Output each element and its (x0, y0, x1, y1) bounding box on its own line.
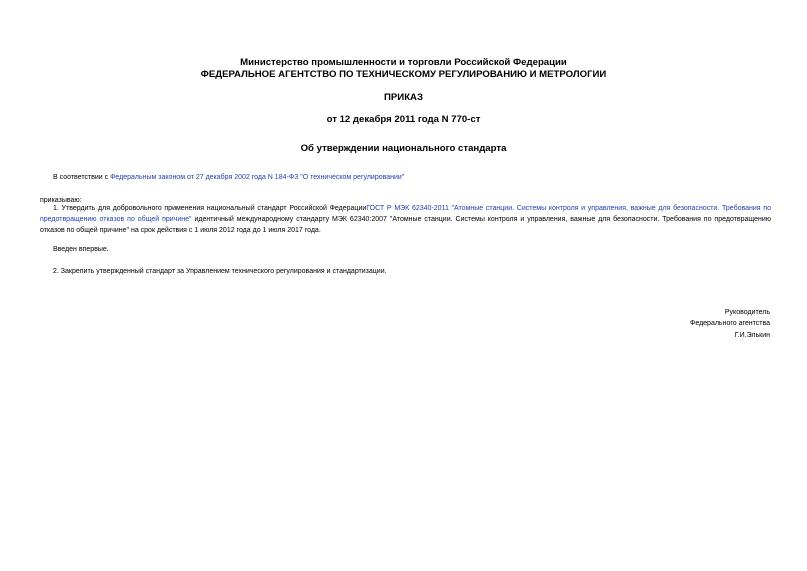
agency-name: ФЕДЕРАЛЬНОЕ АГЕНТСТВО ПО ТЕХНИЧЕСКОМУ РЕГУЛИРОВАНИЮ И МЕТРОЛОГИИ (200, 69, 607, 80)
signature-name: Г.И.Элькин (734, 332, 770, 339)
item-1-prefix: 1. Утвердить для добровольного применения национальный стандарт Российской Федерации (53, 205, 367, 212)
ministry-name: Министерство промышленности и торговли Российской Федерации (240, 57, 567, 68)
basis-prefix: В соответствии с (53, 174, 111, 181)
order-subject: Об утверждении национального стандарта (300, 143, 507, 154)
order-word: приказываю: (40, 197, 82, 204)
basis-paragraph (40, 172, 771, 183)
order-title: ПРИКАЗ (384, 92, 423, 103)
order-date: от 12 декабря 2011 года N 770-ст (326, 114, 481, 125)
item-1-paragraph (40, 203, 771, 237)
federal-law-link[interactable]: Федеральным законом от 27 декабря 2002 года N 184-ФЗ "О техническом регулировании" (110, 174, 405, 181)
signature-agency: Федерального агентства (690, 320, 770, 327)
item-2-paragraph: 2. Закрепить утвержденный стандарт за Управлением технического регулирования и стандартизации. (53, 268, 387, 275)
intro-first-note: Введен впервые. (53, 246, 109, 253)
signature-position: Руководитель (724, 309, 770, 316)
gost-standard-link[interactable]: ГОСТ Р МЭК 62340-2011 "Атомные станции. Системы контроля и управления, важные для безопасности. Требования по предотвращению отказов по общей причине" (40, 205, 771, 224)
item-1-suffix: идентичный международному стандарту МЭК 62340:2007 "Атомные станции. Системы контроля и управления, важные для безопасности. Требования по предотвращению отказов по общей причине" на срок действия с 1 июля 2012 года до 1 июля 2017 года. (40, 216, 771, 235)
